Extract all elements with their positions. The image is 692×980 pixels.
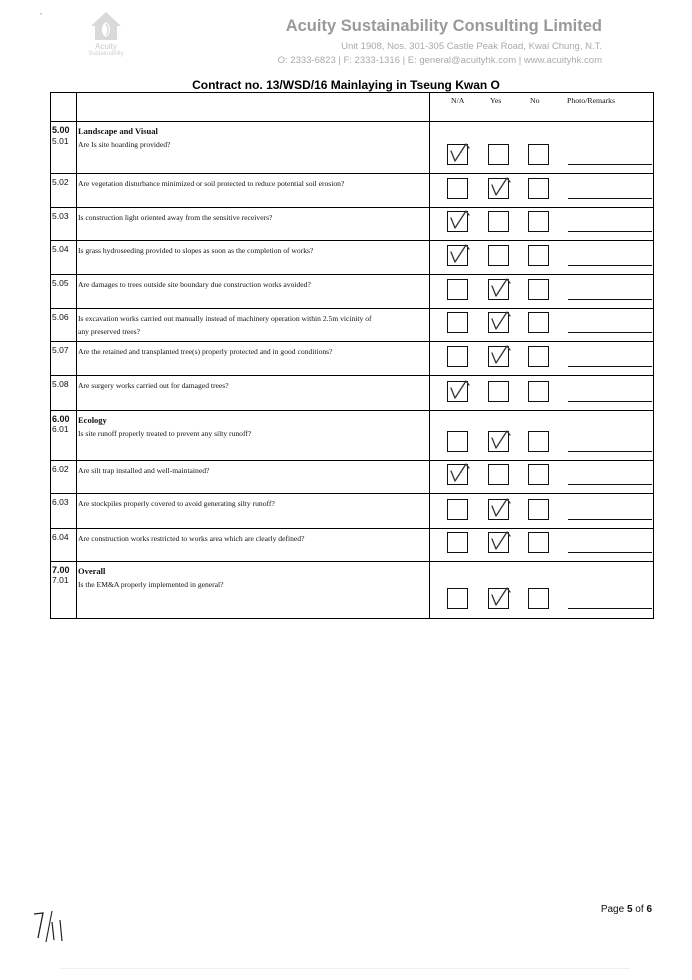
answer-cell xyxy=(430,275,654,308)
answer-cell xyxy=(430,461,654,493)
photo-remarks-line[interactable] xyxy=(568,164,652,165)
question-cell xyxy=(77,494,430,528)
question-cell xyxy=(77,376,430,410)
na-checkbox[interactable] xyxy=(447,312,468,333)
question-row xyxy=(50,494,654,529)
photo-remarks-line[interactable] xyxy=(568,519,652,520)
no-checkbox[interactable] xyxy=(528,178,549,199)
item-number: 6.03 xyxy=(52,497,69,507)
question-cell xyxy=(77,122,430,173)
header-answer-cell xyxy=(430,93,654,121)
question-cell xyxy=(77,562,430,618)
photo-remarks-line[interactable] xyxy=(568,198,652,199)
table-header-row xyxy=(50,93,654,122)
question-cell xyxy=(77,411,430,460)
handwritten-tick-icon xyxy=(446,139,472,167)
yes-checkbox[interactable] xyxy=(488,346,509,367)
handwritten-tick-icon xyxy=(487,527,513,555)
no-checkbox[interactable] xyxy=(528,532,549,553)
yes-checkbox[interactable] xyxy=(488,431,509,452)
na-checkbox[interactable] xyxy=(447,532,468,553)
answer-cell xyxy=(430,241,654,274)
answer-cell xyxy=(430,122,654,173)
logo-subtitle: Sustainability xyxy=(88,51,124,57)
page-number xyxy=(601,904,652,915)
question-text: Are silt trap installed and well-maintained? xyxy=(78,466,210,475)
item-number: 5.06 xyxy=(52,312,69,322)
yes-checkbox[interactable] xyxy=(488,532,509,553)
page-current: 5 xyxy=(626,904,633,915)
page-of: of xyxy=(632,904,647,915)
question-text: Are surgery works carried out for damaged trees? xyxy=(78,381,229,390)
handwritten-tick-icon xyxy=(446,240,472,268)
answer-cell xyxy=(430,342,654,375)
na-checkbox[interactable] xyxy=(447,381,468,402)
page-prefix: Page xyxy=(600,904,627,915)
item-number-cell xyxy=(50,342,77,375)
handwritten-tick-icon xyxy=(446,459,472,487)
section-title: Ecology xyxy=(78,415,107,425)
item-number-cell xyxy=(50,275,77,308)
yes-checkbox[interactable] xyxy=(488,381,509,402)
handwritten-tick-icon xyxy=(487,426,513,454)
question-text-continued: any preserved trees? xyxy=(78,327,140,336)
header-question-cell xyxy=(77,93,430,121)
column-no-label: No xyxy=(530,96,540,105)
no-checkbox[interactable] xyxy=(528,211,549,232)
question-text: Are vegetation disturbance minimized or soil protected to reduce potential soil erosion? xyxy=(78,179,345,188)
handwritten-tick-icon xyxy=(446,206,472,234)
item-number: 6.04 xyxy=(52,532,69,542)
question-cell xyxy=(77,461,430,493)
handwritten-tick-icon xyxy=(487,307,513,335)
yes-checkbox[interactable] xyxy=(488,464,509,485)
yes-checkbox[interactable] xyxy=(488,312,509,333)
item-number-cell xyxy=(50,174,77,207)
no-checkbox[interactable] xyxy=(528,381,549,402)
question-cell xyxy=(77,174,430,207)
na-checkbox[interactable] xyxy=(447,588,468,609)
logo-name: Acuity xyxy=(95,42,117,51)
section-title: Landscape and Visual xyxy=(78,126,158,136)
question-cell xyxy=(77,309,430,341)
checklist-table xyxy=(50,92,654,619)
no-checkbox[interactable] xyxy=(528,588,549,609)
section-number: 6.00 xyxy=(52,414,70,424)
question-text: Are Is site hoarding provided? xyxy=(78,140,171,149)
na-checkbox[interactable] xyxy=(447,178,468,199)
item-number: 5.04 xyxy=(52,244,69,254)
item-number: 5.05 xyxy=(52,278,69,288)
na-checkbox[interactable] xyxy=(447,245,468,266)
na-checkbox[interactable] xyxy=(447,346,468,367)
column-yes-label: Yes xyxy=(490,96,502,105)
scan-mark: • xyxy=(40,12,43,18)
question-cell xyxy=(77,529,430,561)
question-text: Is construction light oriented away from the sensitive receivers? xyxy=(78,213,273,222)
yes-checkbox[interactable] xyxy=(488,499,509,520)
yes-checkbox[interactable] xyxy=(488,245,509,266)
no-checkbox[interactable] xyxy=(528,312,549,333)
question-row xyxy=(50,376,654,411)
company-contact: O: 2333-6823 | F: 2333-1316 | E: general@acuityhk.com | www.acuityhk.com xyxy=(277,55,602,66)
photo-remarks-line[interactable] xyxy=(568,401,652,402)
yes-checkbox[interactable] xyxy=(488,178,509,199)
company-logo xyxy=(76,10,136,66)
answer-cell xyxy=(430,494,654,528)
logo-house-icon xyxy=(88,10,124,42)
question-text: Are construction works restricted to works area which are clearly defined? xyxy=(78,534,305,543)
na-checkbox[interactable] xyxy=(447,211,468,232)
no-checkbox[interactable] xyxy=(528,279,549,300)
item-number: 5.07 xyxy=(52,345,69,355)
section-row xyxy=(50,411,654,461)
na-checkbox[interactable] xyxy=(447,499,468,520)
item-number-cell xyxy=(50,494,77,528)
photo-remarks-line[interactable] xyxy=(568,366,652,367)
column-na-label: N/A xyxy=(451,96,465,105)
question-text: Is site runoff properly treated to prevent any silty runoff? xyxy=(78,429,252,438)
yes-checkbox[interactable] xyxy=(488,588,509,609)
item-number-cell xyxy=(50,562,77,618)
item-number: 5.01 xyxy=(52,136,69,146)
handwritten-tick-icon xyxy=(446,376,472,404)
yes-checkbox[interactable] xyxy=(488,279,509,300)
question-text: Are stockpiles properly covered to avoid generating silty runoff? xyxy=(78,499,275,508)
handwritten-tick-icon xyxy=(487,494,513,522)
photo-remarks-line[interactable] xyxy=(568,451,652,452)
bottom-rule xyxy=(60,968,630,969)
contract-title: Contract no. 13/WSD/16 Mainlaying in Tseung Kwan O xyxy=(192,78,500,92)
photo-remarks-line[interactable] xyxy=(568,299,652,300)
question-row xyxy=(50,208,654,241)
answer-cell xyxy=(430,562,654,618)
column-photo-remarks-label: Photo/Remarks xyxy=(567,96,616,105)
no-checkbox[interactable] xyxy=(528,499,549,520)
handwritten-initials xyxy=(30,908,70,946)
question-cell xyxy=(77,342,430,375)
handwritten-tick-icon xyxy=(487,173,513,201)
na-checkbox[interactable] xyxy=(447,144,468,165)
question-text: Are the retained and transplanted tree(s) properly protected and in good conditions? xyxy=(78,347,333,356)
letterhead xyxy=(0,0,692,80)
item-number: 7.01 xyxy=(52,575,69,585)
item-number: 5.08 xyxy=(52,379,69,389)
question-cell xyxy=(77,241,430,274)
question-text: Are damages to trees outside site boundary due construction works avoided? xyxy=(78,280,311,289)
answer-cell xyxy=(430,309,654,341)
no-checkbox[interactable] xyxy=(528,245,549,266)
no-checkbox[interactable] xyxy=(528,431,549,452)
page-total: 6 xyxy=(646,904,652,915)
question-row xyxy=(50,461,654,494)
answer-cell xyxy=(430,174,654,207)
question-row xyxy=(50,241,654,275)
photo-remarks-line[interactable] xyxy=(568,231,652,232)
item-number-cell xyxy=(50,461,77,493)
question-row xyxy=(50,174,654,208)
item-number-cell xyxy=(50,529,77,561)
question-row xyxy=(50,275,654,309)
yes-checkbox[interactable] xyxy=(488,144,509,165)
answer-cell xyxy=(430,208,654,240)
question-row xyxy=(50,342,654,376)
company-address: Unit 1908, Nos. 301-305 Castle Peak Road, Kwai Chung, N.T. xyxy=(341,41,602,52)
item-number: 6.01 xyxy=(52,424,69,434)
question-text: Is excavation works carried out manually instead of machinery operation within 2.5m vicinity of xyxy=(78,314,372,323)
photo-remarks-line[interactable] xyxy=(568,265,652,266)
no-checkbox[interactable] xyxy=(528,464,549,485)
handwritten-tick-icon xyxy=(487,341,513,369)
handwritten-tick-icon xyxy=(487,583,513,611)
item-number-cell xyxy=(50,122,77,173)
section-number: 5.00 xyxy=(52,125,70,135)
item-number-cell xyxy=(50,309,77,341)
answer-cell xyxy=(430,411,654,460)
item-number-cell xyxy=(50,208,77,240)
company-name: Acuity Sustainability Consulting Limited xyxy=(285,17,602,35)
question-text: Is grass hydroseeding provided to slopes as soon as the completion of works? xyxy=(78,246,314,255)
answer-cell xyxy=(430,376,654,410)
question-row xyxy=(50,309,654,342)
item-number-cell xyxy=(50,411,77,460)
section-number: 7.00 xyxy=(52,565,70,575)
question-row xyxy=(50,529,654,562)
yes-checkbox[interactable] xyxy=(488,211,509,232)
section-row xyxy=(50,122,654,174)
no-checkbox[interactable] xyxy=(528,346,549,367)
item-number: 6.02 xyxy=(52,464,69,474)
item-number: 5.03 xyxy=(52,211,69,221)
na-checkbox[interactable] xyxy=(447,279,468,300)
na-checkbox[interactable] xyxy=(447,464,468,485)
header-number-cell xyxy=(50,93,77,121)
no-checkbox[interactable] xyxy=(528,144,549,165)
item-number: 5.02 xyxy=(52,177,69,187)
answer-cell xyxy=(430,529,654,561)
section-row xyxy=(50,562,654,618)
photo-remarks-line[interactable] xyxy=(568,552,652,553)
photo-remarks-line[interactable] xyxy=(568,484,652,485)
question-cell xyxy=(77,208,430,240)
photo-remarks-line[interactable] xyxy=(568,608,652,609)
question-cell xyxy=(77,275,430,308)
item-number-cell xyxy=(50,241,77,274)
na-checkbox[interactable] xyxy=(447,431,468,452)
item-number-cell xyxy=(50,376,77,410)
handwritten-tick-icon xyxy=(487,274,513,302)
section-title: Overall xyxy=(78,566,106,576)
question-text: Is the EM&A properly implemented in general? xyxy=(78,580,224,589)
photo-remarks-line[interactable] xyxy=(568,332,652,333)
